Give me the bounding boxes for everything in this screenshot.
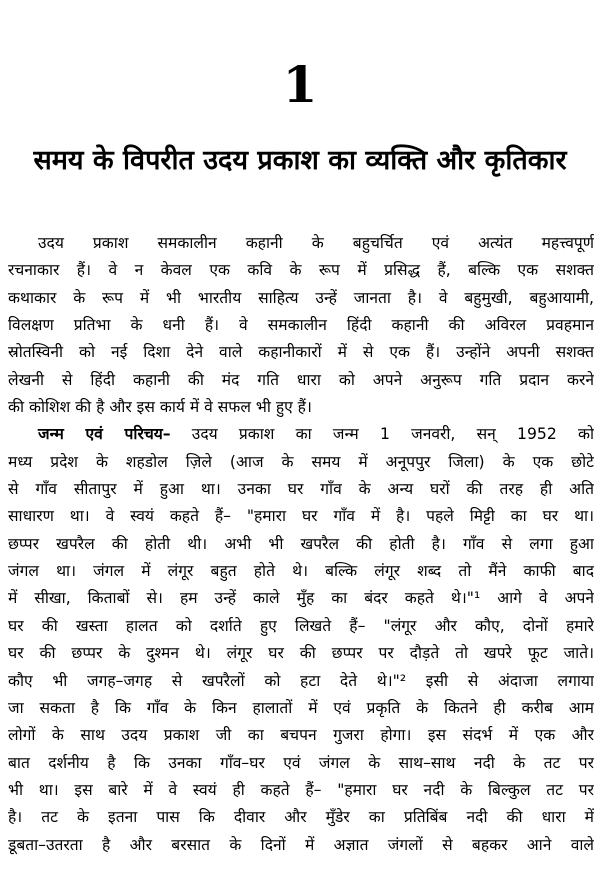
chapter-title: समय के विपरीत उदय प्रकाश का व्यक्ति और कृतिकार [33,145,567,176]
text-line: से गाँव सीतापुर में हुआ था। उनका घर गाँव के अन्य घरों की तरह ही अति [8,480,594,499]
chapter-number: 1 [282,55,318,114]
body-text [8,230,594,859]
text-line: मध्य प्रदेश के शहडोल ज़िले (आज के समय में अनूपपुर जिला) के एक छोटे [8,452,594,471]
text-line: स्रोतस्विनी को नई दिशा देने वाले कहानीकारों में से एक हैं। उन्होंने अपनी सशक्त [8,343,594,362]
text-line: में सीखा, किताबों से। हम उन्हें काले मुँह का बंदर कहते थे।"¹ आगे वे अपने [8,589,594,608]
text-line: रचनाकार हैं। वे न केवल एक कवि के रूप में प्रसिद्ध हैं, बल्कि एक सशक्त [8,261,594,280]
text-line: कौए भी जगह–जगह से खपरैलों को हटा देते थे।"² इसी से अंदाजा लगाया [8,671,594,690]
section-heading: जन्म एवं परिचय– [38,425,171,444]
text-line: विलक्षण प्रतिभा के धनी हैं। वे समकालीन हिंदी कहानी की अविरल प्रवहमान [8,316,594,335]
text-line-with-heading [8,421,594,448]
text-line: छप्पर खपरैल की होती थी। अभी भी खपरैल की होती है। गाँव से लगा हुआ [8,534,594,553]
text-line: जा सकता है कि गाँव के किन हालातों में एवं प्रकृति के कितने ही करीब आम [8,698,594,717]
text-line: लोगों के साथ उदय प्रकाश जी का बचपन गुजरा होगा। इस संदर्भ में एक और [8,726,594,745]
text-line: उदय प्रकाश समकालीन कहानी के बहुचर्चित एवं अत्यंत महत्त्वपूर्ण [38,234,594,252]
text-line: बात दर्शनीय है कि उनका गाँव–घर एवं जंगल के साथ–साथ नदी के तट पर [8,753,594,772]
text-line: भी था। इस बारे में वे स्वयं ही कहते हैं– "हमारा घर नदी के बिल्कुल तट पर [8,780,594,799]
text-line: घर की छप्पर के दुश्मन थे। लंगूर घर की छप्पर पर दौड़ते तो खपरे फूट जाते। [8,644,594,663]
text-line: है। तट के इतना पास कि दीवार और मुँडेर का प्रतिबिंब नदी की धारा में [8,808,594,827]
text-line: लेखनी से हिंदी कहानी की मंद गति धारा को अपने अनुरूप गति प्रदान करने [8,370,594,389]
text-line: साधारण था। वे स्वयं कहते हैं– "हमारा घर गाँव में है। पहले मिट्टी का घर था। [8,507,594,526]
text-line: की कोशिश की है और इस कार्य में वे सफल भी हुए हैं। [8,398,312,417]
text-line-rest: उदय प्रकाश का जन्म 1 जनवरी, सन् 1952 को [170,425,594,444]
text-line: घर की खस्ता हालत को दर्शाते हुए लिखते हैं– "लंगूर और कौए, दोनों हमारे [8,616,594,635]
text-line: डूबता–उतरता है और बरसात के दिनों में अज्ञात जंगलों से बहकर आने वाले [8,835,594,854]
text-line: कथाकार के रूप में भी भारतीय साहित्य उन्हें जानता है। वे बहुमुखी, बहुआयामी, [8,288,594,307]
text-line: जंगल था। जंगल में लंगूर बहुत होते थे। बल्कि लंगूर शब्द तो मैंने काफी बाद [8,562,594,581]
